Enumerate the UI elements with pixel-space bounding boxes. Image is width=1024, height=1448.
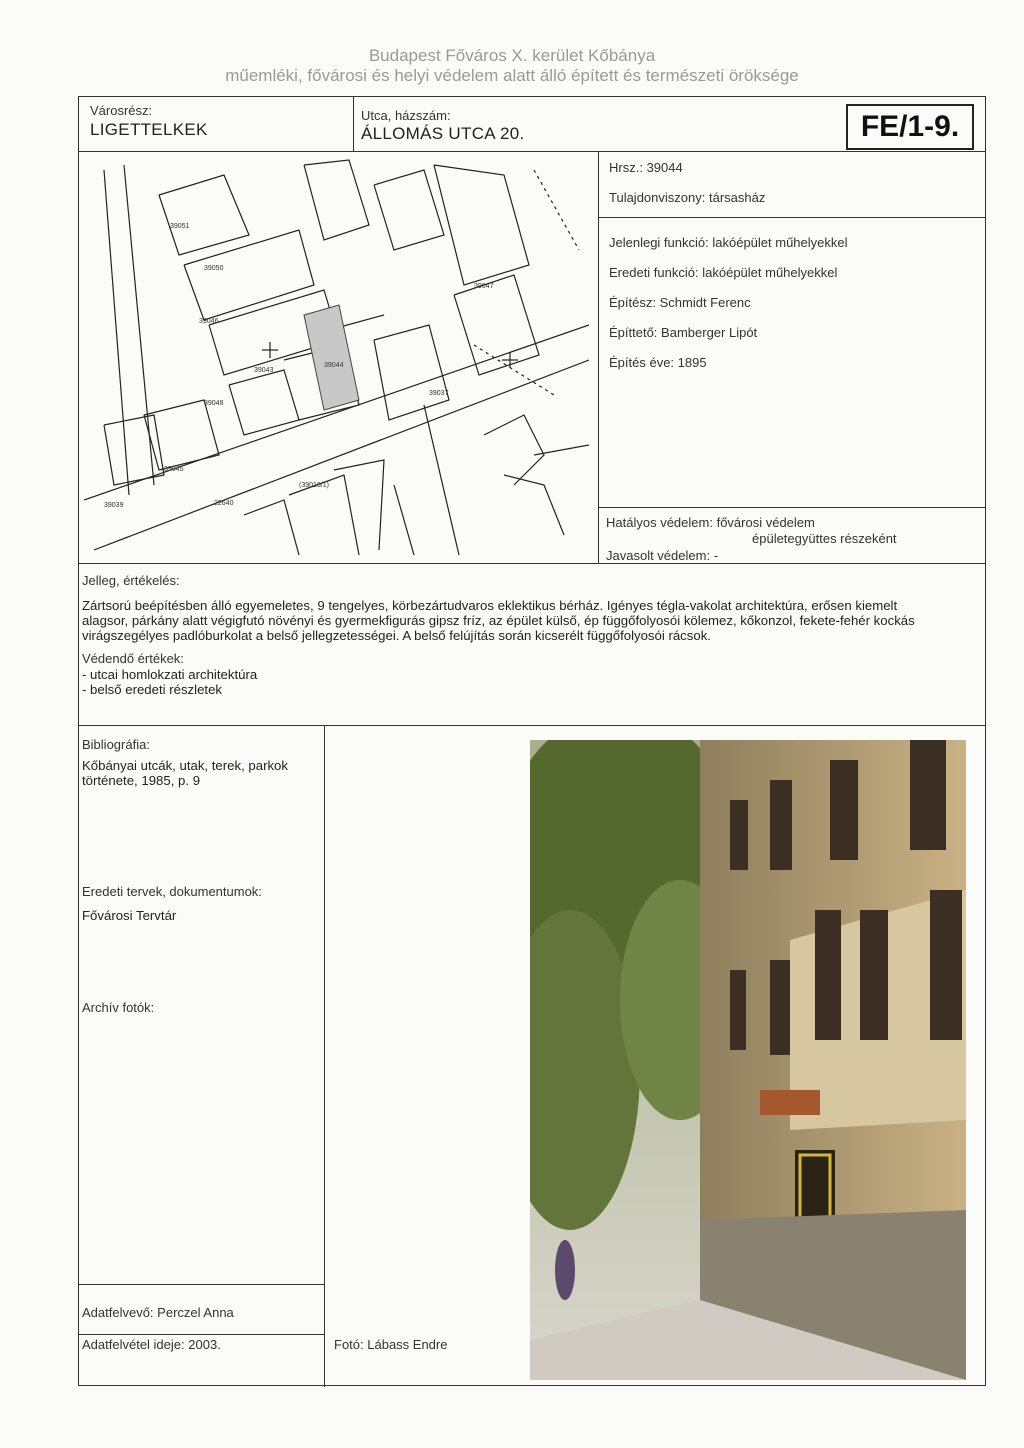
map-label: 39050 (204, 265, 224, 272)
valid-protection-cont: épületegyüttes részeként (752, 531, 897, 546)
street-label: Utca, házszám: (361, 108, 451, 123)
record-code: FE/1-9. (846, 104, 974, 150)
recorder-row: Adatfelvevő: Perczel Anna (82, 1305, 234, 1320)
street-photo-illustration (530, 740, 966, 1380)
archive-label: Archív fotók: (82, 1000, 155, 1015)
plans-label: Eredeti tervek, dokumentumok: (82, 884, 262, 899)
header-title: Budapest Főváros X. kerület Kőbánya (368, 46, 656, 65)
values-list: - utcai homlokzati architektúra - belső eredeti részletek (82, 667, 258, 697)
map-label: 39039 (104, 502, 124, 509)
map-label: 39047 (474, 283, 494, 290)
hrsz-row: Hrsz.: 39044 (609, 160, 683, 175)
values-label: Védendő értékek: (82, 651, 184, 666)
header-subtitle: műemléki, fővárosi és helyi védelem alatt álló épített és természeti öröksége (225, 66, 799, 85)
district-value: LIGETTELKEK (90, 120, 208, 139)
map-label: 22640 (214, 500, 234, 507)
map-label: 39037 (429, 390, 449, 397)
map-label: 39046 (199, 318, 219, 325)
photographer-row: Fotó: Lábass Endre (334, 1337, 448, 1352)
map-label: 39044 (324, 362, 344, 369)
ownership-row: Tulajdonviszony: társasház (609, 190, 766, 205)
building-photo (530, 740, 966, 1380)
cadastral-map (84, 155, 589, 555)
original-function-row: Eredeti funkció: lakóépület műhelyekkel (609, 265, 838, 280)
character-text: Zártsorú beépítésben álló egyemeletes, 9 tengelyes, körbezártudvaros eklektikus bérház. Igényes tégla-vakolat architektúra, erősen kiemelt alagsor, párkány alatt végigfutó növényi és gyermekfigurás gipsz fríz, az épület külső, ép függőfolyosói kölemez, kőkonzol, fekete-fehér kockás virágszegélyes padlóburkolat a belső jellegzetességei. A belső felújítás során kicserélt függőfolyosói rácsok. (82, 598, 915, 643)
character-label: Jelleg, értékelés: (82, 573, 180, 588)
map-label: 39048 (204, 400, 224, 407)
date-row: Adatfelvétel ideje: 2003. (82, 1337, 221, 1352)
map-label: 39045 (164, 466, 184, 473)
valid-protection-row: Hatályos védelem: fővárosi védelem (606, 515, 815, 530)
plans-value: Fővárosi Tervtár (82, 908, 177, 923)
current-function-row: Jelenlegi funkció: lakóépület műhelyekkel (609, 235, 848, 250)
map-label: 39043 (254, 367, 274, 374)
map-label: (39016/1) (299, 482, 329, 489)
builder-row: Építtető: Bamberger Lipót (609, 325, 758, 340)
map-label: 39051 (170, 223, 190, 230)
district-label: Városrész: (90, 103, 153, 118)
street-value: ÁLLOMÁS UTCA 20. (361, 124, 525, 143)
bibliography-text: Kőbányai utcák, utak, terek, parkok története, 1985, p. 9 (82, 758, 288, 788)
bibliography-label: Bibliográfia: (82, 737, 150, 752)
architect-row: Építész: Schmidt Ferenc (609, 295, 751, 310)
proposed-protection-row: Javasolt védelem: - (606, 548, 719, 563)
year-row: Építés éve: 1895 (609, 355, 707, 370)
